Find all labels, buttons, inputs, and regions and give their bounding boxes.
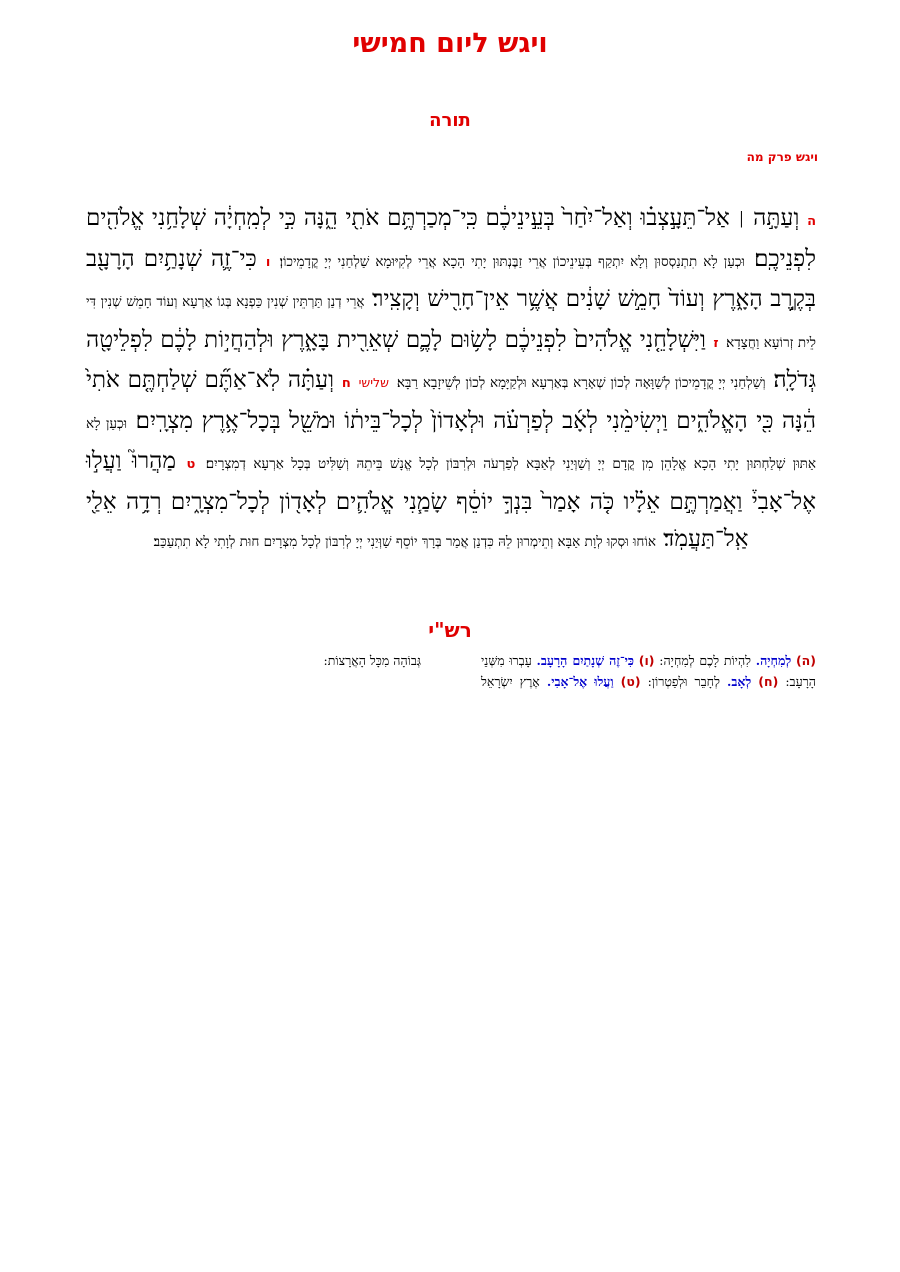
rashi-verse-number: (ח): [758, 674, 779, 689]
targum-text: אֲרֵי דְנַן תַּרְתֵּין שְׁנִין כַּפְנָא בְּגוֹ אַרְעָא וְעוֹד חָמֵשׁ שְׁנִין דִּי לֵית זְרוֹעָא וַחֲצָדָא׃: [86, 294, 816, 351]
rashi-dibbur-hamatchil: וַעֲלוּ: [594, 674, 614, 689]
verse-text: כִּי־זֶ֛ה שְׁנָתַ֥יִם הָרָעָ֖ב בְּקֶ֣רֶב הָאָ֑רֶץ וְעוֹד֙ חָמֵ֣שׁ שָׁנִ֔ים אֲשֶׁ֥ר אֵין־חָרִ֖ישׁ וְקָצִֽיר׃: [86, 245, 816, 312]
rashi-comment: לְחָבֵר וּלְפַטְרוֹן:: [647, 674, 720, 689]
rashi-comment: עָבְרוּ מִשְּׁנֵי הָרָעָב:: [481, 653, 816, 689]
verse-number: ו: [265, 254, 271, 270]
targum-text: וְשַׁלְחַנִי יְיָ קֳדָמֵיכוֹן לְשַׁוָּאָה לְכוֹן שְׁאָרָא בְּאַרְעָא וּלְקַיָּמָא לְכוֹן לְשֵׁיזָבָא רַבָּא׃: [396, 375, 766, 391]
rashi-comment: לִהְיוֹת לָכֶם לְמִחְיָה:: [659, 653, 751, 668]
rashi-heading-text: רש"י: [428, 618, 472, 642]
verse-text: אַל־תֵּעָ֣צְב֗וּ וְאַל־יִ֙חַר֙ בְּעֵ֣ינֵיכֶ֔ם כִּֽי־מְכַרְתֶּ֥ם אֹתִ֖י הֵ֑נָּה כִּ֣י לְמִֽחְיָ֔ה שְׁלָחַ֥נִי אֱלֹהִ֖ים לִפְנֵיכֶֽם׃: [86, 205, 816, 272]
verse-number: ה: [807, 214, 817, 229]
rashi-dibbur-hamatchil: אֶל־אָבִי.: [546, 674, 588, 689]
rashi-comment: אֶרֶץ יִשְׂרָאֵל גְּבוֹהָה מִכָּל הָאֲרָצוֹת:: [323, 653, 540, 689]
rashi-verse-number: (ט): [620, 674, 641, 689]
torah-text-block: [86, 200, 816, 562]
rashi-commentary: [86, 650, 816, 692]
section-title-text: תורה: [429, 110, 471, 131]
rashi-dibbur-hamatchil: לְמִחְיָה.: [755, 653, 792, 668]
targum-text: אוֹחוּ וּסְקוּ לְוָת אַבָּא וְתֵימְרוּן לֵהּ כִּדְנַן אֲמַר בְּרָךְ יוֹסֵף שַׁוְּיַנִי יְיָ לְרִבּוֹן לְכָל מִצְרָיִם חוּת לְוָתִי לָא תִתְעַכַּב׃: [153, 534, 656, 550]
targum-text: וּכְעַן לָא אַתּוּן שְׁלַחְתּוּן יָתִי הָכָא אֱלָהֵן מִן קֳדָם יְיָ וְשַׁוְּיַנִי לְאַבָּא לְפַרְעֹה וּלְרִבּוֹן לְכָל אֱנָשׁ בֵּיתֵהּ וְשַׁלִּיט בְּכָל אַרְעָא דְמִצְרָיִם׃: [86, 415, 817, 472]
rashi-dibbur-hamatchil: כִּי־זֶה שְׁנָתַיִם הָרָעָב.: [536, 653, 635, 668]
verse-number: ט: [186, 457, 196, 472]
paseq-separator: ׀: [737, 213, 746, 229]
page-title: [0, 28, 900, 59]
rashi-heading: [0, 618, 900, 642]
rashi-dibbur-hamatchil: לְאָב.: [726, 674, 752, 689]
rashi-verse-number: (ה): [795, 653, 816, 668]
verse-text: וַיִּשְׁלָחֵ֤נִי אֱלֹהִים֙ לִפְנֵיכֶ֔ם לָשׂ֥וּם לָכֶ֛ם שְׁאֵרִ֖ית בָּאָ֑רֶץ וּלְהַחֲי֣וֹת לָכֶ֔ם לִפְלֵיטָ֖ה גְּדֹלָֽה׃: [86, 326, 817, 393]
rashi-verse-number: (ו): [638, 653, 655, 668]
section-title-torah: [0, 110, 900, 131]
targum-text: וּכְעַן לָא תִתְנַסְסוּן וְלָא יִתְקַף בְּעֵינֵיכוֹן אֲרֵי זַבֶּנְתּוּן יָתִי הָכָא אֲרֵי לְקִיּוּמָא שַׁלְחַנִי יְיָ קֳדָמֵיכוֹן׃: [279, 253, 745, 270]
verse-text: וְעַתָּ֗ה לֹֽא־אַתֶּ֞ם שְׁלַחְתֶּ֤ם אֹתִי֙ הֵ֔נָּה כִּ֖י הָאֱלֹהִ֑ים וַיְשִׂימֵ֨נִי לְאָ֜ב לְפַרְעֹ֗ה וּלְאָדוֹן֙ לְכָל־בֵּית֔וֹ וּמֹשֵׁ֖ל בְּכָל־אֶ֥רֶץ מִצְרָֽיִם׃: [86, 367, 816, 434]
verse-text: וְעַתָּ֣ה: [753, 205, 800, 231]
chapter-heading: [747, 150, 818, 164]
verse-number: ח: [341, 376, 351, 391]
verse-number: ז: [713, 335, 719, 351]
verse-text: מַהֲרוּ֮ וַעֲל֣וּ אֶל־אָבִי֒ וַאֲמַרְתֶּ֣ם אֵלָ֗יו כֹּ֤ה אָמַר֙ בִּנְךָ֣ יוֹסֵ֔ף שָׂמַ֧נִי אֱלֹהִ֛ים לְאָד֖וֹן לְכָל־מִצְרָ֑יִם רְדָ֥ה אֵלַ֖י אַֽל־תַּעֲמֹֽד׃: [86, 448, 816, 552]
page-title-text: ויגש ליום חמישי: [352, 28, 548, 59]
chapter-heading-text: ויגש פרק מה: [746, 150, 818, 164]
aliyah-marker: שלישי: [358, 375, 389, 390]
